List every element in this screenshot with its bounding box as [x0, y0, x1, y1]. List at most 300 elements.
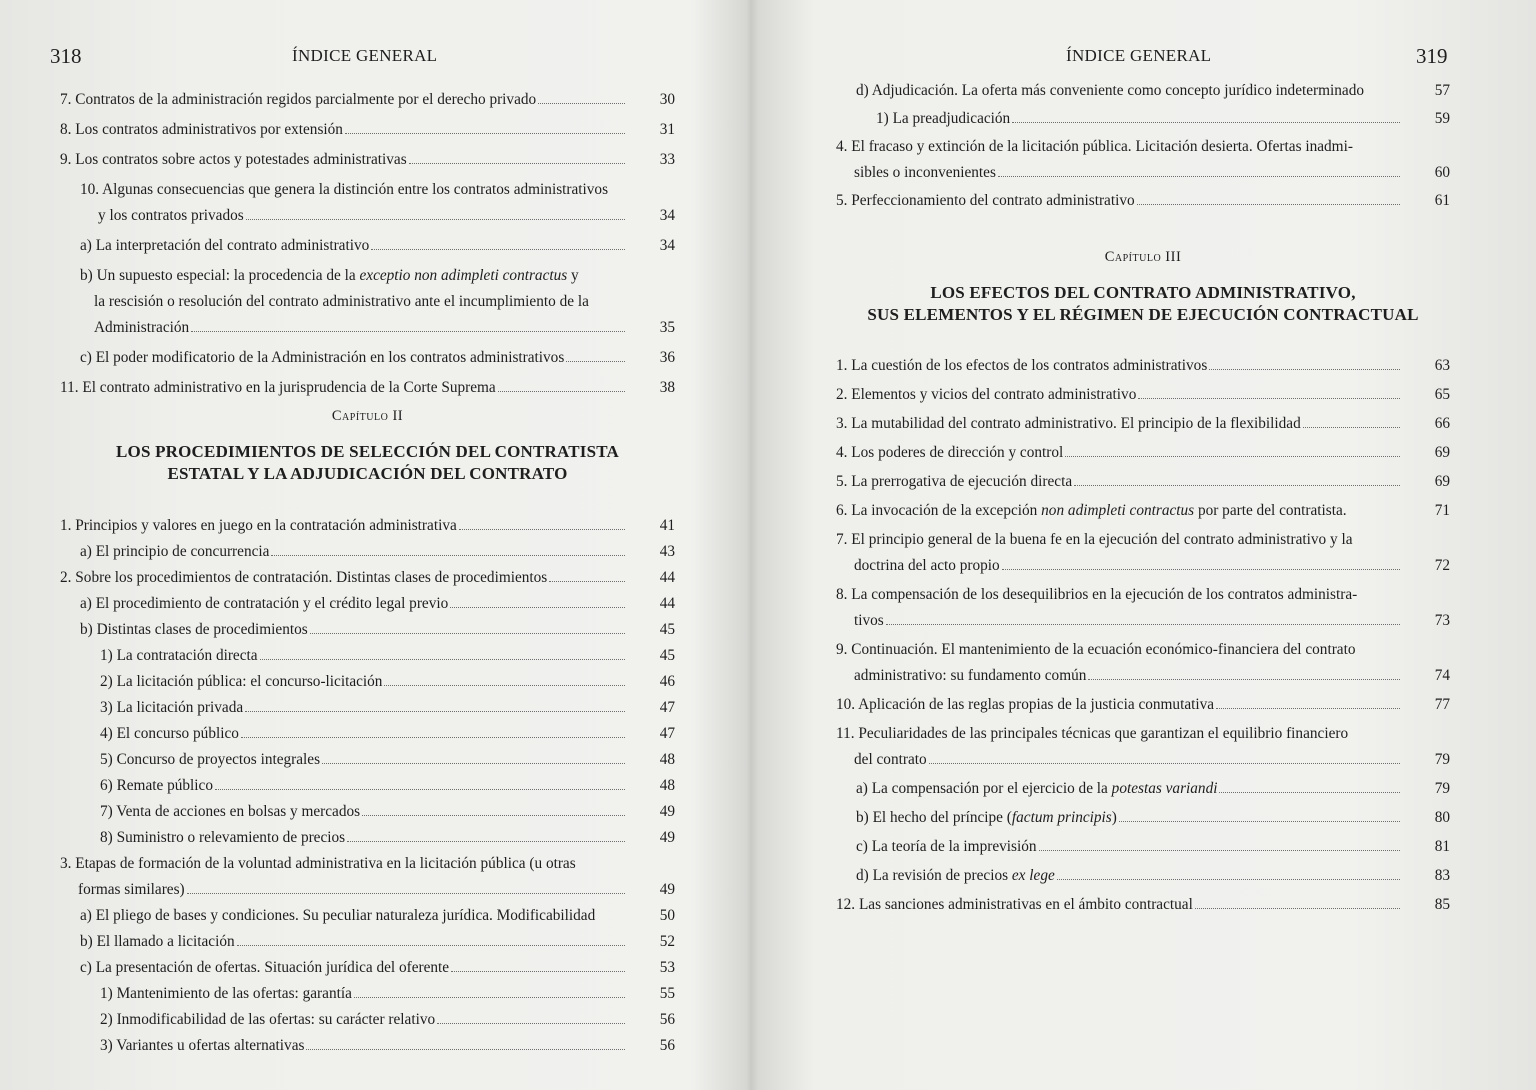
toc-entry	[60, 773, 675, 799]
entry-page-number: 43	[659, 543, 675, 560]
toc-entry	[60, 1007, 675, 1033]
dot-leader	[1137, 203, 1400, 205]
dot-leader	[1119, 820, 1400, 822]
entry-text: la rescisión o resolución del contrato administrativo ante el incumplimiento de la	[94, 293, 589, 310]
left-page	[0, 0, 748, 1090]
toc-entry	[60, 375, 675, 401]
toc-entry	[836, 582, 1450, 634]
entry-line	[80, 315, 675, 341]
entry-line	[80, 177, 675, 203]
entry-line	[836, 663, 1450, 689]
entry-text-group	[856, 863, 1055, 889]
entry-text: a) La interpretación del contrato administrativo	[80, 237, 370, 254]
entry-text-group	[94, 315, 189, 341]
entry-line	[856, 863, 1450, 889]
dot-leader	[345, 132, 625, 134]
dot-leader	[1065, 455, 1400, 457]
toc-entry	[836, 527, 1450, 579]
chapter-title-line: LOS PROCEDIMIENTOS DE SELECCIÓN DEL CONTRATISTA	[116, 442, 619, 461]
entry-line	[836, 411, 1450, 437]
entry-text-group	[80, 903, 595, 929]
entry-text: )	[1111, 809, 1117, 826]
toc-entry	[60, 117, 675, 143]
entry-line	[80, 539, 675, 565]
entry-page-number: 65	[1434, 386, 1450, 403]
entry-line	[100, 981, 675, 1007]
entry-line	[100, 643, 675, 669]
entry-text-group	[856, 776, 1217, 802]
entry-page-number: 47	[659, 725, 675, 742]
entry-text-group	[100, 981, 352, 1007]
entry-text: 8) Suministro o relevamiento de precios	[100, 829, 346, 846]
entry-italic-text: exceptio non adimpleti contractus	[359, 267, 568, 284]
entry-page-number: 69	[1434, 444, 1450, 461]
dot-leader	[450, 606, 625, 608]
entry-italic-text: ex lege	[1011, 867, 1055, 884]
entry-text-group	[100, 825, 345, 851]
entry-text: y los contratos privados	[98, 207, 244, 224]
entry-text-group	[98, 203, 244, 229]
toc-list	[836, 353, 1450, 921]
entry-page-number: 46	[659, 673, 675, 690]
entry-line	[100, 825, 675, 851]
dot-leader	[1002, 568, 1400, 570]
entry-text: sibles o inconvenientes	[854, 164, 996, 181]
entry-text-group	[80, 955, 449, 981]
toc-list	[60, 513, 675, 1059]
toc-entry	[836, 834, 1450, 860]
entry-text: 1) La contratación directa	[100, 647, 258, 664]
toc-entry	[836, 411, 1450, 437]
entry-text: 3) Variantes u ofertas alternativas	[100, 1037, 305, 1054]
entry-text: 3) La licitación privada	[100, 699, 244, 716]
entry-text: 1. La cuestión de los efectos de los contratos administrativos	[836, 357, 1208, 374]
entry-line	[100, 669, 675, 695]
entry-text: 6. La invocación de la excepción	[836, 502, 1042, 519]
entry-page-number: 41	[659, 517, 675, 534]
entry-text: administrativo: su fundamento común	[854, 667, 1087, 684]
entry-text-group	[836, 892, 1193, 918]
toc-entry	[836, 106, 1450, 132]
dot-leader	[245, 710, 625, 712]
chapter-title-line: SUS ELEMENTOS Y EL RÉGIMEN DE EJECUCIÓN CONTRACTUAL	[867, 305, 1419, 324]
entry-line	[836, 382, 1450, 408]
entry-text: b) El hecho del príncipe (	[856, 809, 1012, 826]
entry-page-number: 53	[659, 959, 675, 976]
entry-page-number: 33	[659, 151, 675, 168]
entry-text: 1) Mantenimiento de las ofertas: garantía	[100, 985, 352, 1002]
entry-text: 7. El principio general de la buena fe en la ejecución del contrato administrativo y la	[836, 531, 1353, 548]
entry-line	[100, 695, 675, 721]
dot-leader	[362, 814, 625, 816]
toc-entry	[60, 825, 675, 851]
toc-entry	[836, 721, 1450, 773]
entry-text-group	[836, 382, 1136, 408]
dot-leader	[191, 330, 625, 332]
entry-text: a) El principio de concurrencia	[80, 543, 270, 560]
entry-text-group	[854, 747, 927, 773]
entry-text: 8. La compensación de los desequilibrios en la ejecución de los contratos administra-	[836, 586, 1358, 603]
entry-text: 10. Algunas consecuencias que genera la distinción entre los contratos administrativos	[80, 181, 609, 198]
entry-line	[856, 78, 1450, 104]
toc-entry	[60, 147, 675, 173]
entry-page-number: 44	[659, 569, 675, 586]
entry-text-group	[100, 773, 213, 799]
entry-text: c) El poder modificatorio de la Administración en los contratos administrativos	[80, 349, 565, 366]
entry-line	[100, 799, 675, 825]
dot-leader	[1219, 791, 1400, 793]
entry-text-group	[100, 799, 360, 825]
entry-line	[836, 892, 1450, 918]
entry-page-number: 34	[659, 207, 675, 224]
entry-text: 2. Elementos y vicios del contrato administrativo	[836, 386, 1137, 403]
entry-line	[80, 203, 675, 229]
entry-line	[80, 903, 675, 929]
entry-italic-text: potestas variandi	[1111, 780, 1218, 797]
toc-entry	[836, 188, 1450, 214]
entry-page-number: 48	[659, 777, 675, 794]
entry-text-group	[100, 669, 382, 695]
toc-entry	[60, 799, 675, 825]
entry-text-group	[60, 87, 536, 113]
chapter-label: Capítulo II	[331, 408, 404, 424]
entry-page-number: 31	[659, 121, 675, 138]
entry-page-number: 56	[659, 1011, 675, 1028]
entry-text-group	[80, 233, 369, 259]
toc-entry	[60, 565, 675, 591]
entry-text-group	[80, 617, 308, 643]
toc-entry	[60, 345, 675, 371]
entry-line	[100, 721, 675, 747]
chapter-title	[60, 441, 675, 485]
entry-page-number: 72	[1434, 557, 1450, 574]
entry-line	[80, 591, 675, 617]
dot-leader	[1209, 368, 1400, 370]
entry-text-group	[60, 117, 343, 143]
toc-entry	[60, 177, 675, 229]
entry-line	[80, 617, 675, 643]
entry-text-group	[836, 188, 1135, 214]
entry-text: doctrina del acto propio	[854, 557, 1000, 574]
toc-entry	[60, 539, 675, 565]
dot-leader	[1088, 678, 1400, 680]
toc-entry	[60, 1033, 675, 1059]
dot-leader	[354, 996, 625, 998]
entry-line	[856, 834, 1450, 860]
entry-line	[100, 773, 675, 799]
entry-page-number: 59	[1434, 110, 1450, 127]
entry-page-number: 47	[659, 699, 675, 716]
entry-text: b) Distintas clases de procedimientos	[80, 621, 308, 638]
dot-leader	[929, 762, 1400, 764]
chapter-label: Capítulo III	[1104, 249, 1182, 265]
entry-italic-text: non adimpleti contractus	[1041, 502, 1195, 519]
entry-page-number: 49	[659, 881, 675, 898]
dot-leader	[998, 175, 1400, 177]
entry-text: 9. Los contratos sobre actos y potestades administrativas	[60, 151, 407, 168]
entry-text: a) La compensación por el ejercicio de la	[856, 780, 1112, 797]
toc-entry	[60, 929, 675, 955]
dot-leader	[1303, 426, 1400, 428]
entry-line	[80, 289, 675, 315]
toc-entry	[836, 382, 1450, 408]
toc-entry	[836, 637, 1450, 689]
toc-entry	[60, 643, 675, 669]
entry-page-number: 66	[1434, 415, 1450, 432]
entry-line	[100, 1033, 675, 1059]
entry-text: a) El pliego de bases y condiciones. Su peculiar naturaleza jurídica. Modificabilidad	[80, 907, 596, 924]
dot-leader	[215, 788, 625, 790]
entry-text-group	[78, 877, 185, 903]
entry-line	[836, 440, 1450, 466]
entry-page-number: 30	[659, 91, 675, 108]
entry-text-group	[836, 692, 1214, 718]
entry-text: 2) Inmodificabilidad de las ofertas: su carácter relativo	[100, 1011, 436, 1028]
entry-page-number: 71	[1434, 502, 1450, 519]
entry-line	[836, 553, 1450, 579]
entry-line	[60, 87, 675, 113]
entry-page-number: 35	[659, 319, 675, 336]
entry-page-number: 73	[1434, 612, 1450, 629]
running-head: ÍNDICE GENERAL	[1066, 46, 1212, 65]
entry-line	[80, 263, 675, 289]
entry-text: 11. El contrato administrativo en la jurisprudencia de la Corte Suprema	[60, 379, 496, 396]
chapter-title-line: LOS EFECTOS DEL CONTRATO ADMINISTRATIVO,	[930, 283, 1356, 302]
entry-text: 7. Contratos de la administración regidos parcialmente por el derecho privado	[60, 91, 537, 108]
dot-leader	[1138, 397, 1400, 399]
entry-page-number: 80	[1434, 809, 1450, 826]
entry-text: 2. Sobre los procedimientos de contratación. Distintas clases de procedimientos	[60, 569, 548, 586]
entry-text-group	[100, 643, 258, 669]
entry-text: d) Adjudicación. La oferta más conveniente como concepto jurídico indeterminado	[856, 82, 1365, 99]
toc-entry	[836, 440, 1450, 466]
dot-leader	[451, 970, 625, 972]
dot-leader	[246, 218, 625, 220]
dot-leader	[538, 102, 625, 104]
toc-entry	[836, 134, 1450, 186]
toc-list	[60, 87, 675, 405]
toc-entry	[60, 513, 675, 539]
entry-text: tivos	[854, 612, 884, 629]
entry-page-number: 63	[1434, 357, 1450, 374]
toc-entry	[836, 498, 1450, 524]
toc-entry	[60, 851, 675, 903]
dot-leader	[241, 736, 625, 738]
entry-page-number: 48	[659, 751, 675, 768]
entry-text: 12. Las sanciones administrativas en el ámbito contractual	[836, 896, 1193, 913]
entry-text: a) El procedimiento de contratación y el crédito legal previo	[80, 595, 449, 612]
entry-text-group	[856, 78, 1364, 104]
entry-text: por parte del contratista.	[1194, 502, 1347, 519]
dot-leader	[237, 944, 625, 946]
entry-text-group	[80, 591, 448, 617]
dot-leader	[384, 684, 625, 686]
entry-text: 10. Aplicación de las reglas propias de la justicia conmutativa	[836, 696, 1215, 713]
entry-line	[836, 721, 1450, 747]
entry-page-number: 74	[1434, 667, 1450, 684]
entry-page-number: 60	[1434, 164, 1450, 181]
dot-leader	[459, 528, 625, 530]
toc-list	[836, 78, 1450, 216]
toc-entry	[60, 695, 675, 721]
page-number: 318	[50, 44, 82, 68]
running-head: ÍNDICE GENERAL	[292, 46, 438, 65]
toc-entry	[60, 233, 675, 259]
entry-line	[60, 147, 675, 173]
entry-text-group	[60, 565, 547, 591]
entry-italic-text: factum principis	[1011, 809, 1112, 826]
entry-text: 9. Continuación. El mantenimiento de la ecuación económico-financiera del contrato	[836, 641, 1356, 658]
dot-leader	[437, 1022, 625, 1024]
entry-text: 7) Venta de acciones en bolsas y mercados	[100, 803, 361, 820]
dot-leader	[549, 580, 625, 582]
entry-text-group	[60, 147, 407, 173]
entry-line	[836, 582, 1450, 608]
toc-entry	[836, 863, 1450, 889]
entry-line	[876, 106, 1450, 132]
page-number: 319	[1416, 44, 1448, 68]
entry-text-group	[836, 469, 1072, 495]
dot-leader	[566, 360, 625, 362]
entry-text-group	[100, 721, 239, 747]
entry-text-group	[854, 160, 996, 186]
entry-line	[60, 877, 675, 903]
entry-text-group	[836, 440, 1063, 466]
entry-page-number: 69	[1434, 473, 1450, 490]
entry-page-number: 61	[1434, 192, 1450, 209]
entry-text-group	[80, 539, 269, 565]
entry-line	[836, 353, 1450, 379]
entry-text: c) La presentación de ofertas. Situación jurídica del oferente	[80, 959, 450, 976]
entry-page-number: 49	[659, 803, 675, 820]
entry-text-group	[100, 1007, 435, 1033]
toc-entry	[60, 669, 675, 695]
entry-line	[856, 776, 1450, 802]
entry-text: 4) El concurso público	[100, 725, 239, 742]
toc-entry	[60, 263, 675, 341]
dot-leader	[271, 554, 625, 556]
entry-page-number: 36	[659, 349, 675, 366]
toc-entry	[60, 87, 675, 113]
entry-line	[836, 608, 1450, 634]
entry-text: 6) Remate público	[100, 777, 213, 794]
entry-text-group	[60, 513, 457, 539]
dot-leader	[886, 623, 1400, 625]
toc-entry	[836, 469, 1450, 495]
toc-entry	[836, 692, 1450, 718]
entry-page-number: 49	[659, 829, 675, 846]
entry-page-number: 44	[659, 595, 675, 612]
dot-leader	[409, 162, 625, 164]
toc-entry	[60, 903, 675, 929]
entry-line	[856, 805, 1450, 831]
entry-page-number: 52	[659, 933, 675, 950]
toc-entry	[836, 776, 1450, 802]
dot-leader	[187, 892, 625, 894]
entry-line	[836, 747, 1450, 773]
entry-page-number: 50	[659, 907, 675, 924]
entry-line	[60, 375, 675, 401]
toc-entry	[836, 78, 1450, 104]
entry-text: b) El llamado a licitación	[80, 933, 235, 950]
entry-line	[836, 134, 1450, 160]
dot-leader	[1057, 878, 1400, 880]
entry-page-number: 56	[659, 1037, 675, 1054]
entry-line	[836, 160, 1450, 186]
entry-text: 1) La preadjudicación	[876, 110, 1011, 127]
entry-page-number: 34	[659, 237, 675, 254]
dot-leader	[347, 840, 625, 842]
entry-text-group	[854, 608, 884, 634]
entry-page-number: 83	[1434, 867, 1450, 884]
entry-text-group	[100, 747, 320, 773]
entry-page-number: 45	[659, 621, 675, 638]
dot-leader	[1195, 907, 1400, 909]
dot-leader	[306, 1048, 625, 1050]
entry-text: d) La revisión de precios	[856, 867, 1012, 884]
entry-text-group	[836, 353, 1207, 379]
dot-leader	[1012, 121, 1400, 123]
entry-line	[100, 747, 675, 773]
dot-leader	[1039, 849, 1400, 851]
dot-leader	[260, 658, 625, 660]
entry-line	[836, 527, 1450, 553]
entry-text: 5) Concurso de proyectos integrales	[100, 751, 321, 768]
toc-entry	[836, 353, 1450, 379]
entry-page-number: 79	[1434, 751, 1450, 768]
entry-page-number: 55	[659, 985, 675, 1002]
entry-text-group	[854, 553, 1000, 579]
entry-text: Administración	[94, 319, 190, 336]
toc-entry	[836, 892, 1450, 918]
entry-text-group	[876, 106, 1010, 132]
entry-text: 11. Peculiaridades de las principales técnicas que garantizan el equilibrio financiero	[836, 725, 1349, 742]
entry-text-group	[80, 345, 564, 371]
entry-line	[836, 637, 1450, 663]
entry-page-number: 45	[659, 647, 675, 664]
entry-text: c) La teoría de la imprevisión	[856, 838, 1037, 855]
entry-page-number: 77	[1434, 696, 1450, 713]
entry-text: 3. La mutabilidad del contrato administrativo. El principio de la flexibilidad	[836, 415, 1301, 432]
entry-line	[80, 929, 675, 955]
entry-line	[80, 955, 675, 981]
entry-line	[60, 513, 675, 539]
dot-leader	[310, 632, 625, 634]
entry-page-number: 38	[659, 379, 675, 396]
entry-text: 5. La prerrogativa de ejecución directa	[836, 473, 1073, 490]
entry-line	[836, 469, 1450, 495]
entry-page-number: 57	[1434, 82, 1450, 99]
entry-text-group	[60, 375, 496, 401]
entry-text: 5. Perfeccionamiento del contrato administrativo	[836, 192, 1135, 209]
entry-line	[80, 233, 675, 259]
toc-entry	[60, 591, 675, 617]
entry-text-group	[836, 411, 1301, 437]
entry-line	[100, 1007, 675, 1033]
entry-text: 4. Los poderes de dirección y control	[836, 444, 1064, 461]
chapter-title	[836, 282, 1450, 326]
entry-text: del contrato	[854, 751, 927, 768]
entry-text: 2) La licitación pública: el concurso-licitación	[100, 673, 383, 690]
entry-page-number: 81	[1434, 838, 1450, 855]
toc-entry	[60, 747, 675, 773]
entry-line	[836, 498, 1450, 524]
entry-text-group	[856, 805, 1117, 831]
entry-text-group	[836, 498, 1347, 524]
entry-text-group	[854, 663, 1086, 689]
toc-entry	[60, 981, 675, 1007]
right-page	[756, 0, 1536, 1090]
